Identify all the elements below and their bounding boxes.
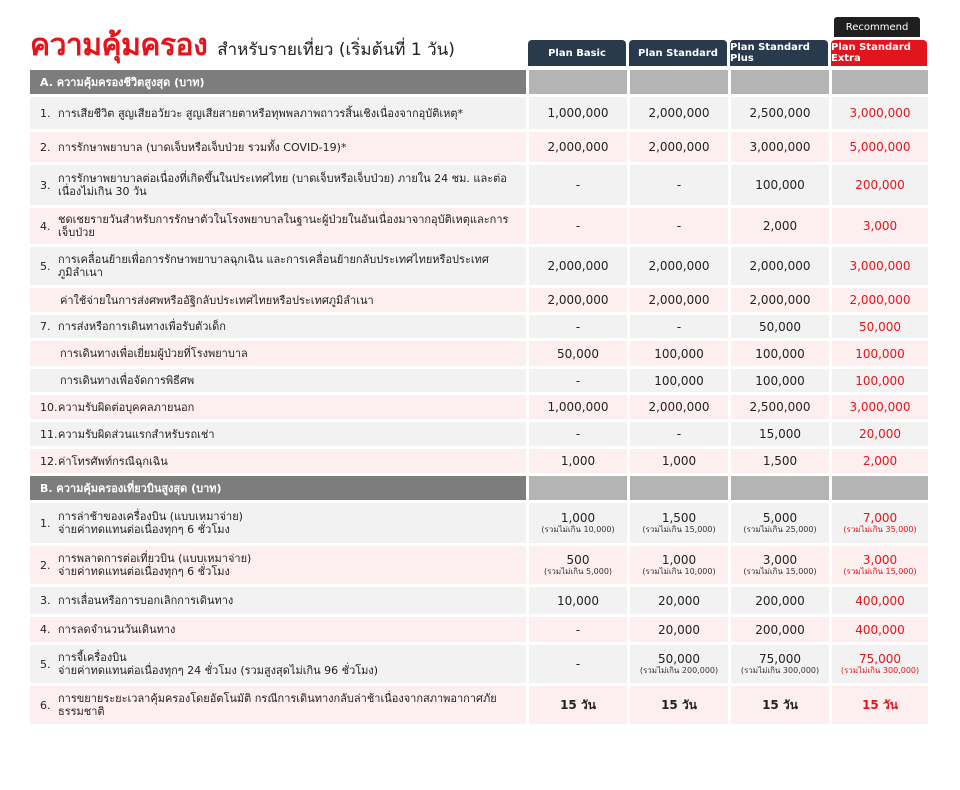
value-text: 2,000 — [762, 219, 798, 233]
row-number: 2. — [40, 140, 51, 154]
value-text: - — [676, 427, 682, 441]
value-text: - — [575, 319, 581, 334]
value-cell — [731, 422, 829, 446]
value-text: 75,000 — [859, 652, 901, 666]
section-cell — [832, 70, 928, 94]
value-cell — [832, 247, 928, 285]
value-cell — [529, 449, 627, 473]
row-label — [30, 546, 526, 584]
value-text: 100,000 — [855, 346, 905, 361]
value-text: 100,000 — [855, 373, 905, 388]
value-cell — [832, 369, 928, 392]
row-label-text: การเดินทางเพื่อเยี่ยมผู้ป่วยที่โรงพยาบาล — [60, 347, 248, 360]
value-text: 50,000 — [859, 319, 901, 334]
value-cell — [832, 315, 928, 338]
table-row — [30, 132, 928, 162]
value-cell — [731, 247, 829, 285]
plan-header-standard-extra: Plan Standard Extra — [831, 40, 927, 66]
value-text: 2,000 — [862, 454, 898, 468]
value-cap: (รวมไม่เกิน 15,000) — [642, 525, 716, 534]
value-cell — [731, 97, 829, 129]
value-cell — [529, 247, 627, 285]
value-cell — [832, 546, 928, 584]
value-text: 15 วัน — [560, 697, 596, 712]
value-text: 200,000 — [855, 178, 905, 192]
value-cell — [731, 132, 829, 162]
value-cell — [529, 395, 627, 419]
value-cell — [529, 369, 627, 392]
row-label-text: การลดจำนวนวันเดินทาง — [58, 623, 176, 636]
value-text: - — [676, 219, 682, 233]
value-text: 2,000,000 — [648, 293, 710, 307]
value-cell — [731, 546, 829, 584]
value-text: 1,000 — [661, 454, 697, 468]
value-text: 100,000 — [755, 178, 805, 192]
row-label-text: ความรับผิดต่อบุคคลภายนอก — [58, 400, 195, 414]
value-text: 3,000,000 — [849, 259, 911, 273]
value-cell — [731, 369, 829, 392]
row-number: 1. — [40, 516, 51, 530]
row-label — [30, 645, 526, 683]
value-text: - — [676, 319, 682, 334]
value-cap: (รวมไม่เกิน 25,000) — [743, 525, 817, 534]
section-cell — [630, 476, 728, 500]
row-label-text: ค่าโทรศัพท์กรณีฉุกเฉิน — [58, 454, 168, 468]
value-text: 500 — [566, 553, 590, 567]
value-cell — [832, 97, 928, 129]
value-cell — [529, 97, 627, 129]
value-cap: (รวมไม่เกิน 10,000) — [642, 567, 716, 576]
table-row — [30, 546, 928, 584]
value-cell — [731, 208, 829, 244]
value-text: 7,000 — [862, 511, 898, 525]
value-cell — [630, 315, 728, 338]
section-cell — [731, 70, 829, 94]
value-cell — [630, 395, 728, 419]
section-title: A. ความคุ้มครองชีวิตสูงสุด (บาท) — [30, 70, 526, 94]
row-label-text: การรักษาพยาบาลต่อเนื่องที่เกิดขึ้นในประเทศไทย (บาดเจ็บหรือเจ็บป่วย) ภายใน 24 ชม. และต่อเนื่องไม่เกิน 30 วัน — [58, 172, 507, 198]
value-cell — [731, 617, 829, 642]
table-row — [30, 686, 928, 724]
value-cell — [529, 587, 627, 614]
value-cell — [832, 617, 928, 642]
coverage-table — [30, 70, 928, 727]
value-text: 400,000 — [855, 622, 905, 637]
row-label-text: การเสียชีวิต สูญเสียอวัยวะ สูญเสียสายตาหรือทุพพลภาพถาวรสิ้นเชิงเนื่องจากอุบัติเหตุ* — [58, 106, 464, 120]
value-cap: (รวมไม่เกิน 15,000) — [743, 567, 817, 576]
row-label-text: การจี้เครื่องบิน จ่ายค่าทดแทนต่อเนื่องทุกๆ 24 ชั่วโมง (รวมสูงสุดไม่เกิน 96 ชั่วโมง) — [58, 651, 379, 677]
section-cell — [529, 476, 627, 500]
value-text: 2,000,000 — [749, 259, 811, 273]
value-cell — [630, 449, 728, 473]
value-cell — [832, 341, 928, 366]
value-text: 1,000 — [661, 553, 697, 567]
value-cell — [630, 369, 728, 392]
value-cell — [832, 165, 928, 205]
row-label — [30, 132, 526, 162]
page-title — [30, 22, 455, 69]
row-label-text: การล่าช้าของเครื่องบิน (แบบเหมาจ่าย) จ่ายค่าทดแทนต่อเนื่องทุกๆ 6 ชั่วโมง — [58, 510, 243, 536]
value-cell — [731, 587, 829, 614]
value-text: 20,000 — [658, 593, 700, 608]
value-text: 15 วัน — [862, 697, 898, 712]
value-text: 15 วัน — [762, 697, 798, 712]
value-text: 100,000 — [654, 373, 704, 388]
row-label — [30, 208, 526, 244]
value-cell — [529, 165, 627, 205]
plan-header-basic: Plan Basic — [528, 40, 626, 66]
row-number: 5. — [40, 657, 51, 671]
row-label — [30, 449, 526, 473]
value-cell — [529, 341, 627, 366]
table-row — [30, 315, 928, 338]
value-cell — [832, 208, 928, 244]
value-cell — [529, 503, 627, 543]
row-label-text: ความรับผิดส่วนแรกสำหรับรถเช่า — [58, 427, 215, 441]
value-text: 1,000 — [560, 511, 596, 525]
row-label-text: การส่งหรือการเดินทางเพื่อรับตัวเด็ก — [58, 320, 226, 333]
value-text: 20,000 — [859, 427, 901, 441]
value-text: 2,000,000 — [547, 293, 609, 307]
value-cell — [731, 395, 829, 419]
value-text: 15,000 — [759, 427, 801, 441]
value-cap: (รวมไม่เกิน 35,000) — [843, 525, 917, 534]
value-cell — [832, 132, 928, 162]
value-cell — [832, 449, 928, 473]
value-text: 1,500 — [762, 454, 798, 468]
row-number: 4. — [40, 623, 51, 636]
value-text: 5,000,000 — [849, 140, 911, 154]
value-text: 50,000 — [759, 319, 801, 334]
value-cell — [630, 247, 728, 285]
value-text: 15 วัน — [661, 697, 697, 712]
value-text: - — [575, 427, 581, 441]
value-cell — [832, 645, 928, 683]
value-text: 2,000,000 — [648, 140, 710, 154]
row-number: 3. — [40, 594, 51, 607]
row-label-text: ค่าใช้จ่ายในการส่งศพหรืออัฐิกลับประเทศไทยหรือประเทศภูมิลำเนา — [60, 293, 374, 307]
recommend-badge: Recommend — [834, 17, 920, 37]
value-cell — [630, 587, 728, 614]
table-row — [30, 645, 928, 683]
row-number: 2. — [40, 558, 51, 572]
value-cap: (รวมไม่เกิน 200,000) — [639, 666, 719, 675]
value-cell — [630, 617, 728, 642]
value-text: - — [575, 622, 581, 637]
row-number: 3. — [40, 178, 51, 192]
value-text: 100,000 — [755, 373, 805, 388]
row-label — [30, 686, 526, 724]
row-number: 6. — [40, 698, 51, 712]
value-cell — [630, 422, 728, 446]
value-cell — [630, 208, 728, 244]
value-cell — [731, 449, 829, 473]
value-text: 2,000,000 — [648, 400, 710, 414]
table-row — [30, 97, 928, 129]
value-text: 2,500,000 — [749, 400, 811, 414]
value-text: 75,000 — [759, 652, 801, 666]
value-cell — [630, 645, 728, 683]
value-cell — [630, 132, 728, 162]
value-cell — [630, 97, 728, 129]
table-row — [30, 449, 928, 473]
row-number: 4. — [40, 219, 51, 233]
value-cell — [630, 341, 728, 366]
row-number: 7. — [40, 320, 51, 333]
section-cell — [731, 476, 829, 500]
value-cell — [529, 208, 627, 244]
value-text: 1,500 — [661, 511, 697, 525]
value-cell — [731, 645, 829, 683]
value-text: 5,000 — [762, 511, 798, 525]
value-cell — [731, 288, 829, 312]
row-label-text: การพลาดการต่อเที่ยวบิน (แบบเหมาจ่าย) จ่ายค่าทดแทนต่อเนื่องทุกๆ 6 ชั่วโมง — [58, 552, 252, 578]
value-cap: (รวมไม่เกิน 15,000) — [843, 567, 917, 576]
value-text: - — [575, 373, 581, 388]
value-text: 1,000,000 — [547, 106, 609, 120]
value-cell — [731, 686, 829, 724]
row-label — [30, 165, 526, 205]
value-cell — [630, 686, 728, 724]
row-number: 11. — [40, 427, 58, 441]
value-text: 200,000 — [755, 593, 805, 608]
value-cell — [529, 546, 627, 584]
value-text: 3,000,000 — [849, 106, 911, 120]
value-cap: (รวมไม่เกิน 10,000) — [541, 525, 615, 534]
table-row — [30, 503, 928, 543]
value-cell — [832, 395, 928, 419]
value-cell — [731, 503, 829, 543]
value-text: 2,000,000 — [547, 259, 609, 273]
value-text: 2,000,000 — [849, 293, 911, 307]
row-label — [30, 97, 526, 129]
value-cell — [529, 288, 627, 312]
table-row — [30, 247, 928, 285]
table-row — [30, 208, 928, 244]
value-cell — [529, 686, 627, 724]
value-cell — [529, 422, 627, 446]
row-number: 10. — [40, 400, 58, 414]
value-cell — [529, 132, 627, 162]
row-label — [30, 341, 526, 366]
row-label-text: การขยายระยะเวลาคุ้มครองโดยอัตโนมัติ กรณีการเดินทางกลับล่าช้าเนื่องจากสภาพอากาศภัยธรรมชาติ — [58, 692, 497, 718]
value-cell — [630, 288, 728, 312]
value-cell — [529, 617, 627, 642]
value-cell — [832, 422, 928, 446]
row-number: 1. — [40, 106, 51, 120]
value-text: 2,500,000 — [749, 106, 811, 120]
row-label-text: การเคลื่อนย้ายเพื่อการรักษาพยาบาลฉุกเฉิน และการเคลื่อนย้ายกลับประเทศไทยหรือประเทศภูมิลำเนา — [58, 253, 489, 279]
value-text: - — [575, 219, 581, 233]
row-label — [30, 503, 526, 543]
value-text: - — [575, 178, 581, 192]
row-label-text: ชดเชยรายวันสำหรับการรักษาตัวในโรงพยาบาลในฐานะผู้ป่วยในอันเนื่องมาจากอุบัติเหตุและการเจ็บป่วย — [58, 213, 509, 239]
section-cell — [630, 70, 728, 94]
section-cell — [529, 70, 627, 94]
section-title: B. ความคุ้มครองเที่ยวบินสูงสุด (บาท) — [30, 476, 526, 500]
value-cell — [529, 315, 627, 338]
table-row — [30, 395, 928, 419]
value-cell — [832, 686, 928, 724]
table-row — [30, 369, 928, 392]
table-row — [30, 617, 928, 642]
row-label — [30, 247, 526, 285]
value-text: 1,000,000 — [547, 400, 609, 414]
value-cell — [630, 503, 728, 543]
title-sub: สำหรับรายเที่ยว (เริ่มต้นที่ 1 วัน) — [217, 40, 455, 60]
section-header — [30, 476, 928, 500]
value-text: 3,000 — [862, 219, 898, 233]
value-cap: (รวมไม่เกิน 5,000) — [543, 567, 613, 576]
table-row — [30, 341, 928, 366]
value-text: 2,000,000 — [547, 140, 609, 154]
value-cell — [529, 645, 627, 683]
row-label — [30, 315, 526, 338]
value-cell — [630, 546, 728, 584]
row-number: 5. — [40, 259, 51, 273]
value-text: 100,000 — [654, 346, 704, 361]
row-label-text: การรักษาพยาบาล (บาดเจ็บหรือเจ็บป่วย รวมทั้ง COVID-19)* — [58, 140, 347, 154]
plan-header-standard-plus: Plan Standard Plus — [730, 40, 828, 66]
table-row — [30, 165, 928, 205]
value-cell — [832, 587, 928, 614]
table-row — [30, 587, 928, 614]
value-cell — [731, 165, 829, 205]
value-text: 100,000 — [755, 346, 805, 361]
row-label — [30, 288, 526, 312]
value-text: 2,000,000 — [648, 259, 710, 273]
value-cell — [832, 288, 928, 312]
value-text: 2,000,000 — [648, 106, 710, 120]
value-text: 50,000 — [557, 346, 599, 361]
row-label-text: การเดินทางเพื่อจัดการพิธีศพ — [60, 374, 195, 387]
value-cap: (รวมไม่เกิน 300,000) — [840, 666, 920, 675]
plan-header-standard: Plan Standard — [629, 40, 727, 66]
value-cell — [630, 165, 728, 205]
row-label — [30, 587, 526, 614]
value-text: - — [575, 657, 581, 671]
value-text: 400,000 — [855, 593, 905, 608]
value-text: 10,000 — [557, 593, 599, 608]
section-header — [30, 70, 928, 94]
value-text: 3,000 — [762, 553, 798, 567]
table-row — [30, 422, 928, 446]
row-label — [30, 395, 526, 419]
value-text: 50,000 — [658, 652, 700, 666]
value-text: 3,000,000 — [749, 140, 811, 154]
value-text: 3,000,000 — [849, 400, 911, 414]
value-text: - — [676, 178, 682, 192]
row-label — [30, 617, 526, 642]
row-label — [30, 369, 526, 392]
row-label-text: การเลื่อนหรือการบอกเลิกการเดินทาง — [58, 594, 234, 607]
value-text: 2,000,000 — [749, 293, 811, 307]
row-number: 12. — [40, 454, 58, 468]
value-text: 3,000 — [862, 553, 898, 567]
value-text: 20,000 — [658, 622, 700, 637]
value-text: 200,000 — [755, 622, 805, 637]
value-cell — [731, 341, 829, 366]
table-row — [30, 288, 928, 312]
value-text: 1,000 — [560, 454, 596, 468]
title-main: ความคุ้มครอง — [30, 28, 208, 63]
value-cap: (รวมไม่เกิน 300,000) — [740, 666, 820, 675]
section-cell — [832, 476, 928, 500]
value-cell — [832, 503, 928, 543]
row-label — [30, 422, 526, 446]
value-cell — [731, 315, 829, 338]
